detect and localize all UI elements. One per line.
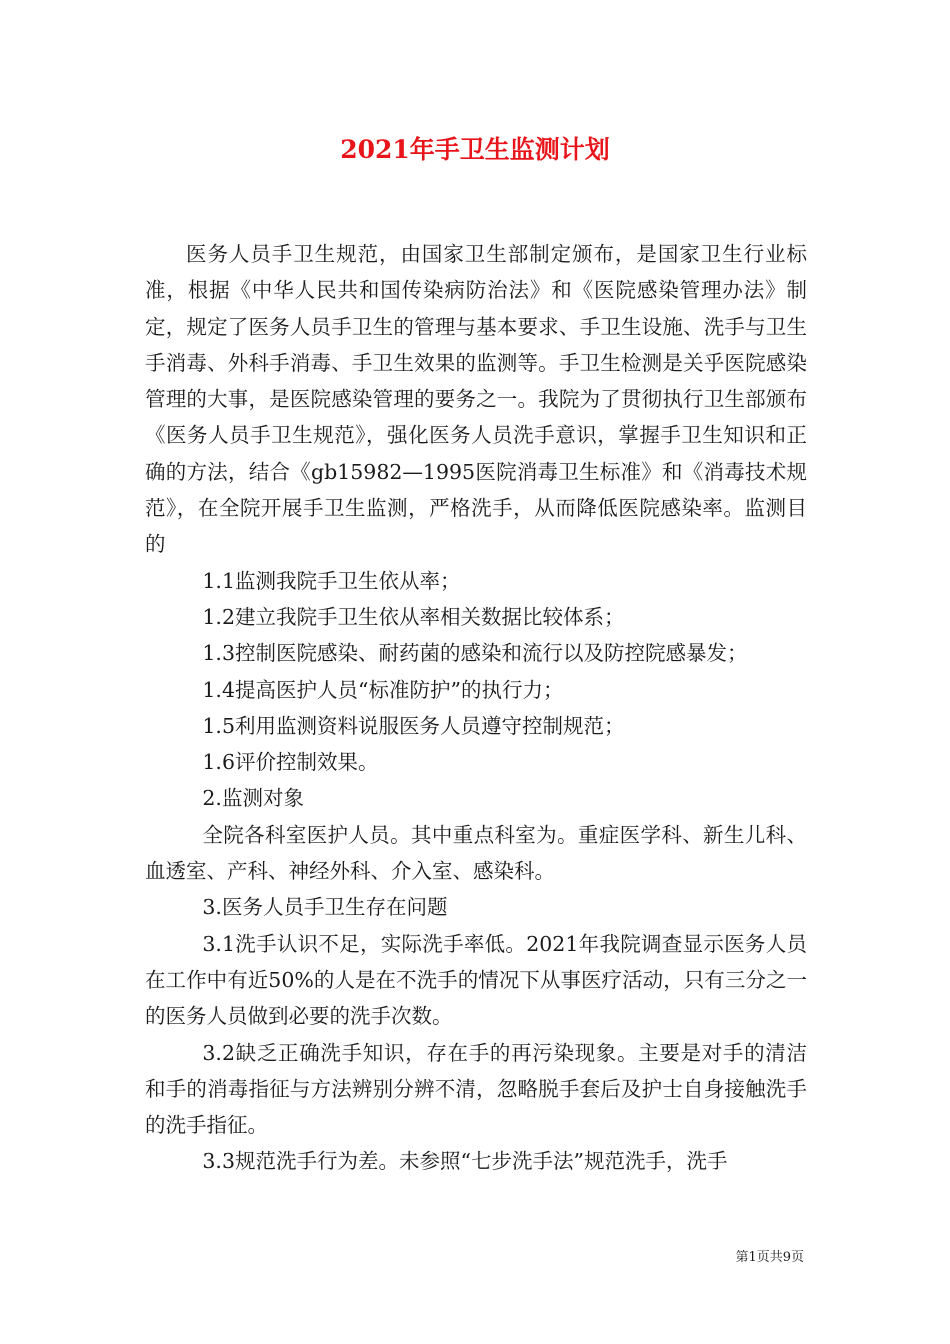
document-body — [145, 236, 807, 1180]
intro-paragraph: 医务人员手卫生规范，由国家卫生部制定颁布，是国家卫生行业标准，根据《中华人民共和国传染病防治法》和《医院感染管理办法》制定，规定了医务人员手卫生的管理与基本要求、手卫生设施、洗手与卫生手消毒、外科手消毒、手卫生效果的监测等。手卫生检测是关乎医院感染管理的大事，是医院感染管理的要务之一。我院为了贯彻执行卫生部颁布《医务人员手卫生规范》，强化医务人员洗手意识，掌握手卫生知识和正确的方法，结合《gb15982—1995医院消毒卫生标准》和《消毒技术规范》，在全院开展手卫生监测，严格洗手，从而降低医院感染率。监测目的 — [145, 242, 807, 557]
section-heading: 3.医务人员手卫生存在问题 — [202, 895, 448, 920]
paragraph: 3.1洗手认识不足，实际洗手率低。2021年我院调查显示医务人员在工作中有近50%的人是在不洗手的情况下从事医疗活动，只有三分之一的医务人员做到必要的洗手次数。 — [145, 931, 807, 1029]
paragraph: 全院各科室医护人员。其中重点科室为。重症医学科、新生儿科、血透室、产科、神经外科、介入室、感染科。 — [145, 822, 807, 884]
list-item: 1.6评价控制效果。 — [202, 750, 379, 775]
document-title: 2021年手卫生监测计划 — [340, 135, 610, 164]
list-item: 1.5利用监测资料说服医务人员遵守控制规范； — [202, 713, 625, 738]
list-item: 1.1监测我院手卫生依从率； — [202, 568, 461, 593]
section-heading: 2.监测对象 — [202, 786, 304, 811]
list-item: 1.4提高医护人员“标准防护”的执行力； — [202, 677, 564, 702]
paragraph: 3.3规范洗手行为差。未参照“七步洗手法”规范洗手，洗手 — [202, 1149, 728, 1174]
list-item: 1.2建立我院手卫生依从率相关数据比较体系； — [202, 604, 625, 629]
list-item: 1.3控制医院感染、耐药菌的感染和流行以及防控院感暴发； — [202, 641, 748, 666]
page-number-footer: 第1页共9页 — [735, 1250, 804, 1265]
paragraph: 3.2缺乏正确洗手知识，存在手的再污染现象。主要是对手的清洁和手的消毒指征与方法辨别分辨不清，忽略脱手套后及护士自身接触洗手的洗手指征。 — [145, 1040, 807, 1138]
